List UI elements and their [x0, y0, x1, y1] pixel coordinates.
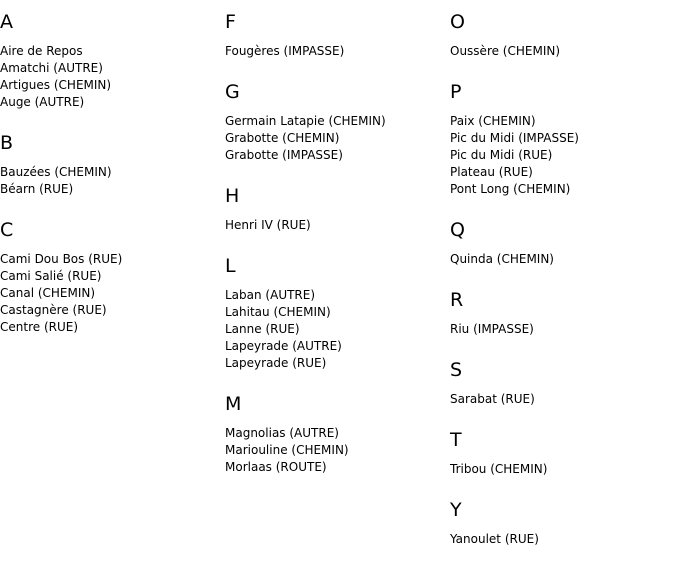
street-link[interactable]: Morlaas (ROUTE): [225, 460, 327, 474]
group-spacer: [450, 60, 675, 70]
letter-heading: M: [225, 393, 242, 415]
group-spacer: [0, 336, 225, 346]
street-link[interactable]: Sarabat (RUE): [450, 392, 535, 406]
street-list: [0, 241, 225, 336]
street-link[interactable]: Centre (RUE): [0, 320, 79, 334]
street-list: [225, 415, 450, 476]
street-link[interactable]: Castagnère (RUE): [0, 303, 107, 317]
letter-heading: C: [0, 219, 14, 241]
letter-heading: Y: [450, 499, 462, 521]
street-link[interactable]: Yanoulet (RUE): [450, 532, 539, 546]
street-link[interactable]: Lanne (RUE): [225, 322, 300, 336]
street-link[interactable]: Henri IV (RUE): [225, 218, 311, 232]
street-link[interactable]: Plateau (RUE): [450, 165, 533, 179]
group-spacer: [225, 234, 450, 244]
street-item: [450, 113, 675, 130]
street-item: [225, 304, 450, 321]
street-list: [225, 103, 450, 164]
street-item: [225, 321, 450, 338]
letter-group: [450, 348, 675, 418]
letter-heading: Q: [450, 219, 465, 241]
street-item: [0, 43, 225, 60]
letter-group: [0, 0, 225, 121]
letter-heading: B: [0, 132, 14, 154]
group-spacer: [225, 476, 450, 486]
street-item: [450, 181, 675, 198]
group-spacer: [450, 548, 675, 558]
street-link[interactable]: Grabotte (IMPASSE): [225, 148, 343, 162]
letter-group: [450, 278, 675, 348]
street-list: [450, 381, 675, 408]
letter-group: [225, 244, 450, 382]
street-item: [225, 217, 450, 234]
letter-group: [450, 208, 675, 278]
letter-heading: P: [450, 81, 462, 103]
street-item: [0, 77, 225, 94]
group-spacer: [450, 338, 675, 348]
street-list: [0, 33, 225, 111]
street-list: [450, 311, 675, 338]
letter-group: [450, 418, 675, 488]
letter-group: [450, 0, 675, 70]
letter-group: [225, 0, 450, 70]
street-item: [0, 319, 225, 336]
street-link[interactable]: Auge (AUTRE): [0, 95, 85, 109]
street-link[interactable]: Bauzées (CHEMIN): [0, 165, 112, 179]
group-spacer: [450, 478, 675, 488]
letter-heading: G: [225, 81, 240, 103]
street-link[interactable]: Oussère (CHEMIN): [450, 44, 561, 58]
group-spacer: [450, 268, 675, 278]
street-link[interactable]: Germain Latapie (CHEMIN): [225, 114, 386, 128]
letter-heading: S: [450, 359, 463, 381]
street-item: [225, 43, 450, 60]
letter-group: [0, 208, 225, 346]
street-item: [450, 130, 675, 147]
street-item: [450, 531, 675, 548]
street-list: [450, 451, 675, 478]
street-link[interactable]: Magnolias (AUTRE): [225, 426, 339, 440]
group-spacer: [225, 60, 450, 70]
letter-heading: L: [225, 255, 236, 277]
street-link[interactable]: Pont Long (CHEMIN): [450, 182, 571, 196]
street-link[interactable]: Quinda (CHEMIN): [450, 252, 554, 266]
letter-heading: R: [450, 289, 464, 311]
street-link[interactable]: Pic du Midi (RUE): [450, 148, 553, 162]
street-item: [225, 442, 450, 459]
street-item: [0, 181, 225, 198]
letter-heading: T: [450, 429, 462, 451]
street-item: [0, 285, 225, 302]
street-item: [450, 321, 675, 338]
street-link[interactable]: Lapeyrade (RUE): [225, 356, 327, 370]
street-list: [450, 33, 675, 60]
street-item: [225, 459, 450, 476]
street-link[interactable]: Amatchi (AUTRE): [0, 61, 103, 75]
street-link[interactable]: Lahitau (CHEMIN): [225, 305, 331, 319]
street-item: [0, 60, 225, 77]
street-list: [450, 103, 675, 198]
street-link[interactable]: Paix (CHEMIN): [450, 114, 536, 128]
letter-group: [225, 382, 450, 486]
street-item: [450, 147, 675, 164]
street-column: [450, 0, 675, 558]
street-link[interactable]: Béarn (RUE): [0, 182, 74, 196]
letter-group: [225, 70, 450, 174]
street-item: [225, 338, 450, 355]
street-item: [225, 425, 450, 442]
street-item: [450, 461, 675, 478]
street-item: [225, 287, 450, 304]
street-item: [0, 268, 225, 285]
street-item: [0, 94, 225, 111]
street-link[interactable]: Laban (AUTRE): [225, 288, 316, 302]
group-spacer: [225, 164, 450, 174]
street-link[interactable]: Cami Salié (RUE): [0, 269, 102, 283]
street-item: [225, 147, 450, 164]
street-link[interactable]: Fougères (IMPASSE): [225, 44, 345, 58]
street-item: [225, 113, 450, 130]
group-spacer: [0, 198, 225, 208]
street-list: [0, 154, 225, 198]
street-link[interactable]: Lapeyrade (AUTRE): [225, 339, 342, 353]
street-list: [225, 277, 450, 372]
group-spacer: [450, 408, 675, 418]
letter-group: [0, 121, 225, 208]
street-column: [0, 0, 225, 346]
street-item: [450, 164, 675, 181]
group-spacer: [450, 198, 675, 208]
street-item: [450, 43, 675, 60]
street-link[interactable]: Grabotte (CHEMIN): [225, 131, 340, 145]
letter-group: [225, 174, 450, 244]
letter-heading: H: [225, 185, 240, 207]
street-item: [450, 251, 675, 268]
street-link[interactable]: Aire de Repos: [0, 44, 83, 58]
letter-group: [450, 488, 675, 558]
street-item: [0, 302, 225, 319]
street-item: [450, 391, 675, 408]
street-link[interactable]: Pic du Midi (IMPASSE): [450, 131, 579, 145]
letter-heading: O: [450, 11, 465, 33]
street-link[interactable]: Mariouline (CHEMIN): [225, 443, 349, 457]
street-item: [0, 164, 225, 181]
street-item: [225, 130, 450, 147]
street-link[interactable]: Artigues (CHEMIN): [0, 78, 112, 92]
group-spacer: [225, 372, 450, 382]
letter-heading: F: [225, 11, 236, 33]
group-spacer: [0, 111, 225, 121]
street-item: [0, 251, 225, 268]
letter-heading: A: [0, 11, 13, 33]
letter-group: [450, 70, 675, 208]
street-link[interactable]: Tribou (CHEMIN): [450, 462, 548, 476]
street-list: [450, 241, 675, 268]
street-item: [225, 355, 450, 372]
street-link[interactable]: Riu (IMPASSE): [450, 322, 534, 336]
street-link[interactable]: Cami Dou Bos (RUE): [0, 252, 123, 266]
street-link[interactable]: Canal (CHEMIN): [0, 286, 96, 300]
street-column: [225, 0, 450, 486]
street-list: [225, 207, 450, 234]
street-list: [450, 521, 675, 548]
street-list: [225, 33, 450, 60]
